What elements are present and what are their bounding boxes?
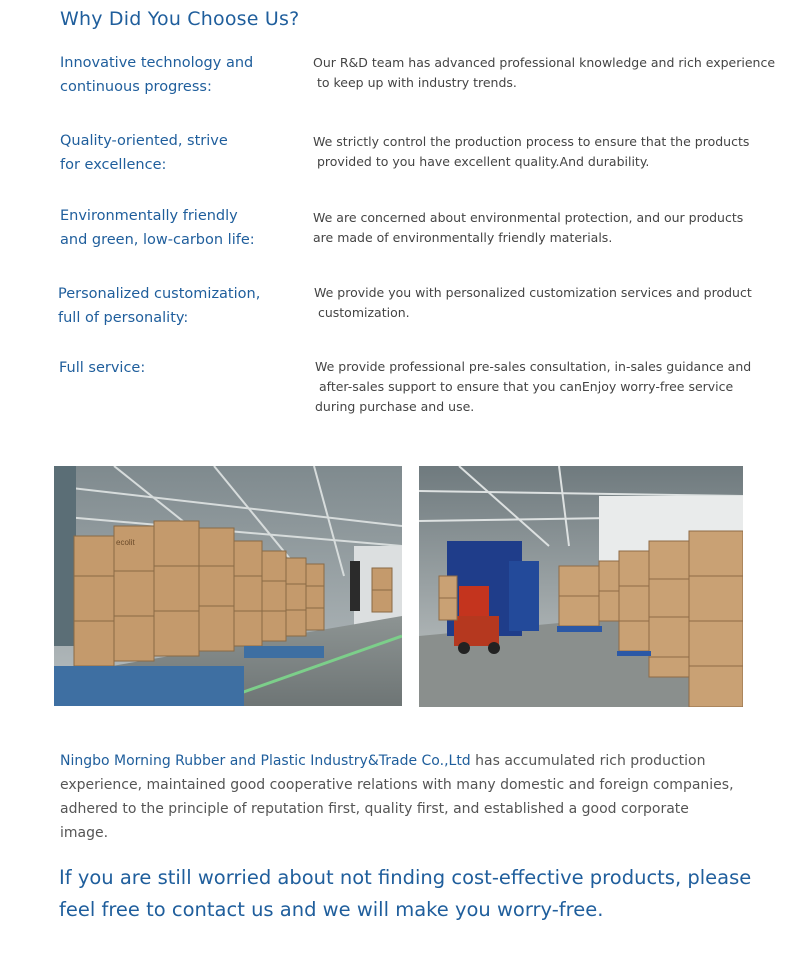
reason-description-customization	[314, 283, 784, 323]
reason-description-service	[315, 357, 785, 417]
warehouse-boxes-image	[54, 466, 402, 706]
reason-heading-line: for excellence:	[60, 157, 167, 173]
contact-call-to-action	[59, 862, 779, 926]
reason-heading-line: Environmentally friendly	[60, 208, 238, 224]
reason-description-line: We are concerned about environmental protection, and our products	[313, 210, 744, 225]
reason-description-line: customization.	[314, 305, 410, 320]
reason-heading-environment	[60, 204, 300, 252]
reason-description-line: We provide professional pre-sales consultation, in-sales guidance and	[315, 359, 752, 374]
reason-description-line: after-sales support to ensure that you canEnjoy worry-free service	[315, 379, 734, 394]
cta-line: If you are still worried about not finding cost-effective products, please	[59, 866, 752, 889]
company-description-line: adhered to the principle of reputation first, quality first, and established a good corporate	[60, 801, 689, 817]
reason-heading-line: full of personality:	[58, 310, 189, 326]
reason-heading-innovation	[60, 51, 300, 99]
reason-heading-line: Full service:	[59, 360, 146, 376]
reason-description-line: We strictly control the production process to ensure that the products	[313, 134, 750, 149]
reason-heading-line: Personalized customization,	[58, 286, 261, 302]
reason-heading-service	[59, 356, 299, 380]
reason-description-line: during purchase and use.	[315, 399, 475, 414]
reason-heading-line: and green, low-carbon life:	[60, 232, 255, 248]
reason-heading-customization	[58, 282, 298, 330]
cta-line: feel free to contact us and we will make you worry-free.	[59, 898, 604, 921]
warehouse-boxes-photo	[54, 466, 402, 706]
warehouse-truck-image	[419, 466, 743, 707]
company-description-line: image.	[60, 825, 109, 841]
company-description-line: experience, maintained good cooperative relations with many domestic and foreign companies,	[60, 777, 734, 793]
reason-heading-line: Quality-oriented, strive	[60, 133, 228, 149]
reason-description-innovation	[313, 53, 783, 93]
reason-heading-line: continuous progress:	[60, 79, 212, 95]
company-description-text: has accumulated rich production	[470, 753, 706, 769]
company-description	[60, 749, 780, 845]
section-title: Why Did You Choose Us?	[60, 8, 300, 30]
reason-description-line: to keep up with industry trends.	[313, 75, 517, 90]
reason-description-line: Our R&D team has advanced professional knowledge and rich experience	[313, 55, 776, 70]
reason-description-quality	[313, 132, 783, 172]
reason-description-line: are made of environmentally friendly materials.	[313, 230, 613, 245]
warehouse-loading-truck-photo	[419, 466, 743, 707]
reason-description-environment	[313, 208, 783, 248]
company-description-line	[60, 749, 780, 773]
company-name: Ningbo Morning Rubber and Plastic Industry&Trade Co.,Ltd	[60, 753, 471, 769]
reason-heading-line: Innovative technology and	[60, 55, 254, 71]
reason-description-line: provided to you have excellent quality.And durability.	[313, 154, 650, 169]
reason-description-line: We provide you with personalized customization services and product	[314, 285, 752, 300]
box-brand-label: ecolit	[116, 538, 135, 547]
reason-heading-quality	[60, 129, 300, 177]
